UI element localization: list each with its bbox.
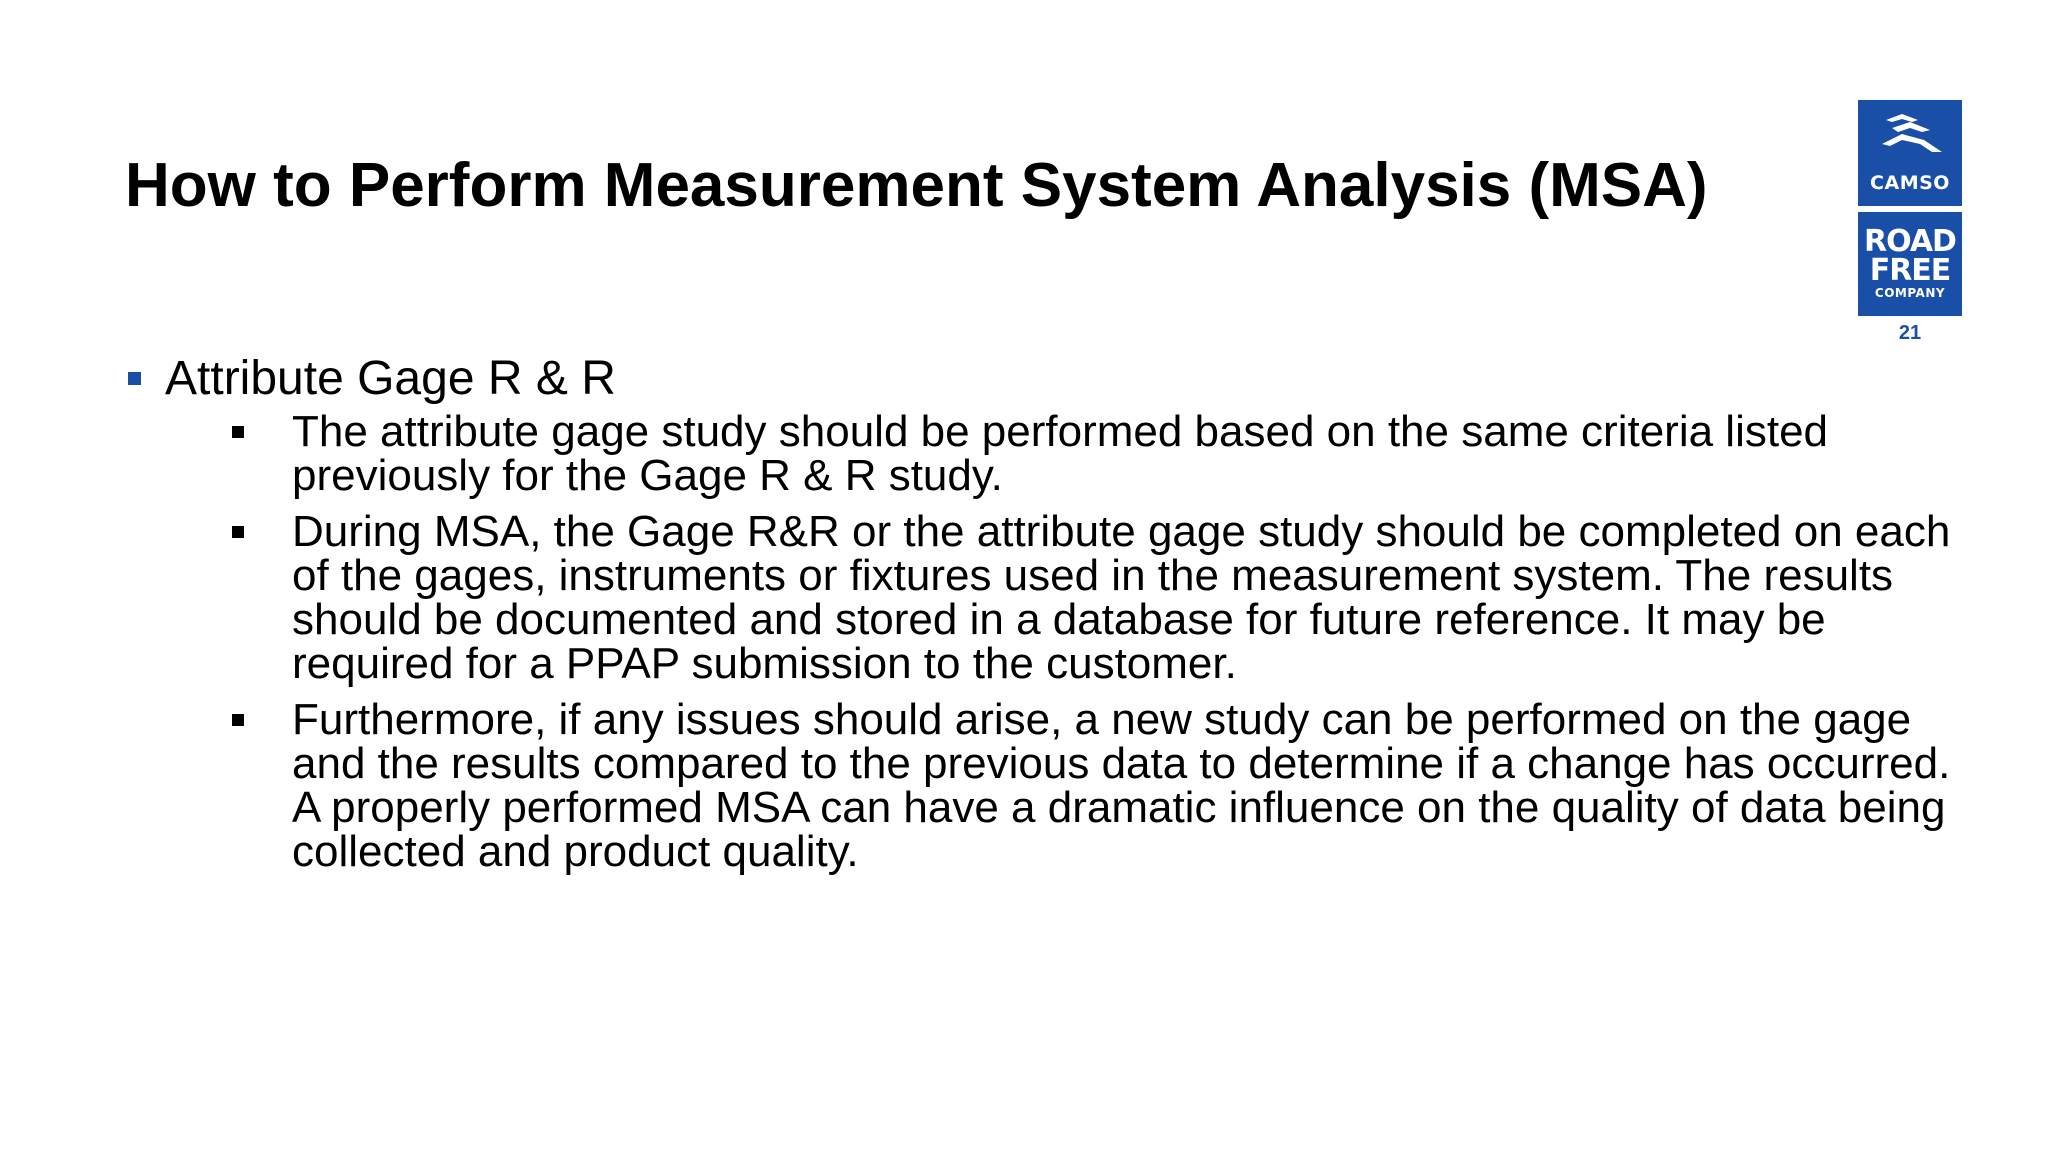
sub-bullet-text: Furthermore, if any issues should arise, a new study can be performed on the gage and the results compared to the previous data to determine if a change has occurred. A properly performed MSA can have a dramatic influence on the quality of data being collected and product quality. [292, 694, 1951, 876]
sub-bullet-2 [125, 506, 1975, 688]
logo-brand-text: CAMSO [1870, 172, 1950, 194]
sub-bullet-list [125, 406, 1975, 876]
slide-title: How to Perform Measurement System Analysis (MSA) [125, 151, 1708, 220]
logo-company-text: COMPANY [1874, 286, 1946, 301]
slide-number: 21 [1898, 322, 1922, 344]
square-bullet-icon [232, 526, 244, 538]
sub-bullet-text: The attribute gage study should be performed based on the same criteria listed previously for the Gage R & R study. [292, 406, 1829, 500]
company-logo [1858, 100, 1962, 316]
sub-bullet-1 [125, 406, 1975, 500]
slide-content [125, 350, 1975, 886]
bullet-level1-text: Attribute Gage R & R [165, 352, 616, 405]
sub-bullet-3 [125, 694, 1975, 876]
logo-bottom-panel [1858, 212, 1962, 316]
camso-mountain-icon [1872, 110, 1948, 160]
logo-road-text: ROAD [1864, 224, 1956, 260]
square-bullet-icon [128, 372, 141, 385]
logo-free-text: FREE [1869, 252, 1951, 288]
square-bullet-icon [232, 714, 244, 726]
square-bullet-icon [232, 426, 244, 438]
sub-bullet-text: During MSA, the Gage R&R or the attribute gage study should be completed on each of the gages, instruments or fixtures used in the measurement system. The results should be documented and stored in a database for future reference. It may be required for a PPAP submission to the customer. [292, 506, 1951, 688]
bullet-level1 [125, 350, 1975, 408]
logo-top-panel [1858, 100, 1962, 206]
